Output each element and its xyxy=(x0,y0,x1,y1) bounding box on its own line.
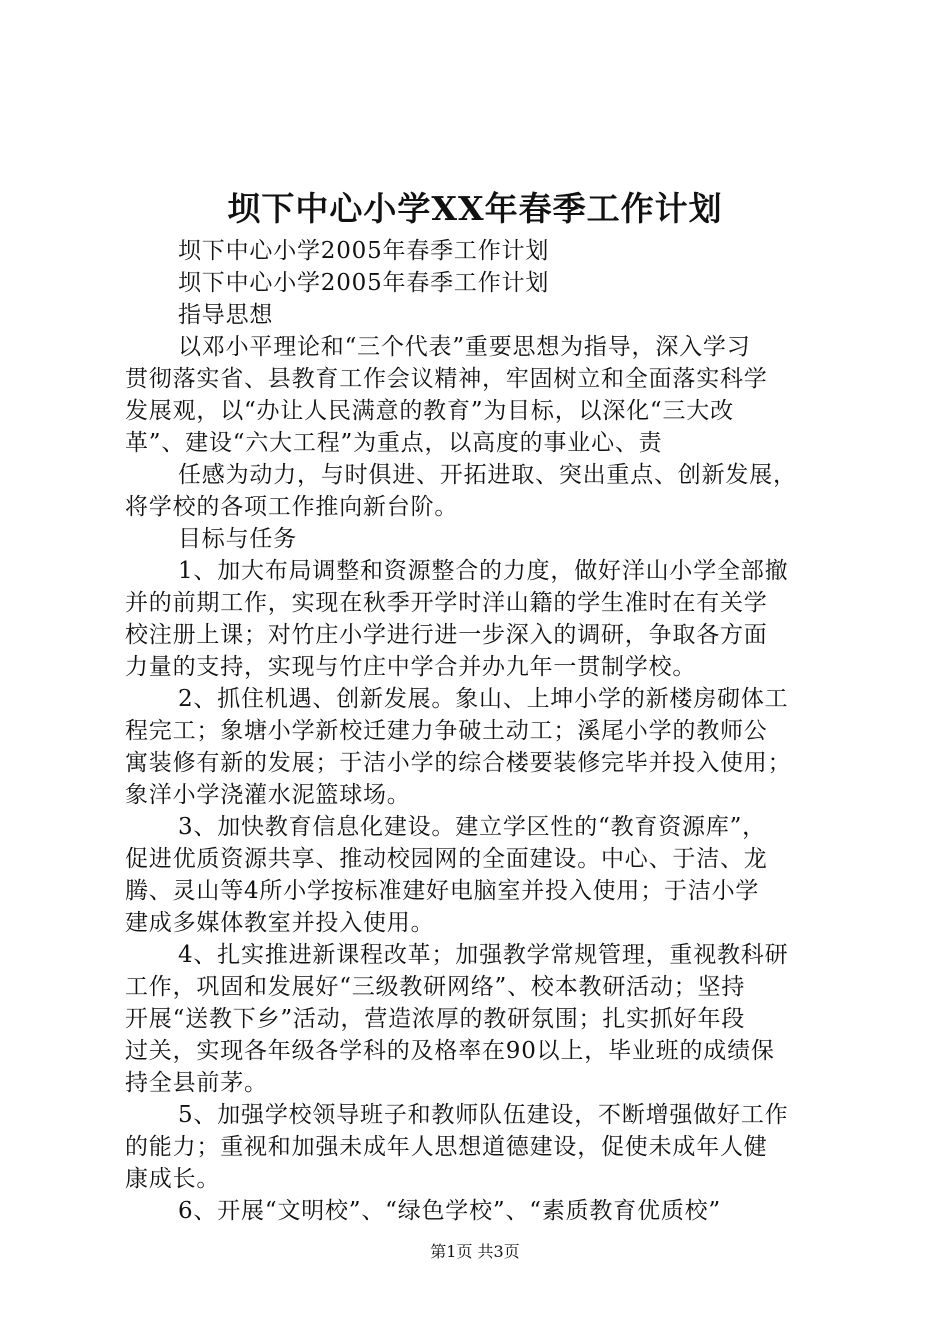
text-line: 建成多媒体教室并投入使用。 xyxy=(125,910,435,936)
document-title: 坝下中心小学XX年春季工作计划 xyxy=(227,189,723,228)
document-body xyxy=(125,235,835,1227)
text-line: 腾、灵山等4所小学按标准建好电脑室并投入使用；于洁小学 xyxy=(125,878,760,904)
text-line: 2、抓住机遇、创新发展。象山、上坤小学的新楼房砌体工 xyxy=(178,686,789,712)
page-footer: 第1页 共3页 xyxy=(430,1242,520,1261)
text-line: 并的前期工作，实现在秋季开学时洋山籍的学生准时在有关学 xyxy=(125,590,768,616)
text-line: 程完工；象塘小学新校迁建力争破土动工；溪尾小学的教师公 xyxy=(125,718,768,744)
text-line: 康成长。 xyxy=(125,1166,221,1192)
text-line: 象洋小学浇灌水泥篮球场。 xyxy=(125,782,411,808)
text-line: 革”、建设“六大工程”为重点，以高度的事业心、责 xyxy=(125,430,663,456)
text-line: 工作，巩固和发展好“三级教研网络”、校本教研活动；坚持 xyxy=(125,974,746,1000)
text-line: 促进优质资源共享、推动校园网的全面建设。中心、于洁、龙 xyxy=(125,846,768,872)
text-line: 任感为动力，与时俱进、开拓进取、突出重点、创新发展， xyxy=(178,462,797,488)
text-line: 寓装修有新的发展；于洁小学的综合楼要装修完毕并投入使用； xyxy=(125,750,792,776)
text-line: 发展观，以“办让人民满意的教育”为目标，以深化“三大改 xyxy=(125,398,734,424)
text-line: 1、加大布局调整和资源整合的力度，做好洋山小学全部撤 xyxy=(178,558,789,584)
text-line: 4、扎实推进新课程改革；加强教学常规管理，重视教科研 xyxy=(178,942,789,968)
text-line: 3、加快教育信息化建设。建立学区性的“教育资源库”， xyxy=(178,814,766,840)
text-line: 开展“送教下乡”活动，营造浓厚的教研氛围；扎实抓好年段 xyxy=(125,1006,746,1032)
text-line: 校注册上课；对竹庄小学进行进一步深入的调研，争取各方面 xyxy=(125,622,768,648)
text-line: 指导思想 xyxy=(178,302,274,328)
text-line: 目标与任务 xyxy=(178,526,297,552)
text-line: 坝下中心小学2005年春季工作计划 xyxy=(178,238,550,264)
text-line: 贯彻落实省、县教育工作会议精神，牢固树立和全面落实科学 xyxy=(125,366,768,392)
text-line: 持全县前茅。 xyxy=(125,1070,268,1096)
text-line: 将学校的各项工作推向新台阶。 xyxy=(125,494,459,520)
text-line: 的能力；重视和加强未成年人思想道德建设，促使未成年人健 xyxy=(125,1134,768,1160)
text-line: 过关，实现各年级各学科的及格率在90以上，毕业班的成绩保 xyxy=(125,1038,775,1064)
text-line: 以邓小平理论和“三个代表”重要思想为指导，深入学习 xyxy=(178,334,751,360)
text-line: 6、开展“文明校”、“绿色学校”、“素质教育优质校” xyxy=(178,1198,721,1224)
text-line: 5、加强学校领导班子和教师队伍建设，不断增强做好工作 xyxy=(178,1102,789,1128)
text-line: 力量的支持，实现与竹庄中学合并办九年一贯制学校。 xyxy=(125,654,697,680)
text-line: 坝下中心小学2005年春季工作计划 xyxy=(178,270,550,296)
